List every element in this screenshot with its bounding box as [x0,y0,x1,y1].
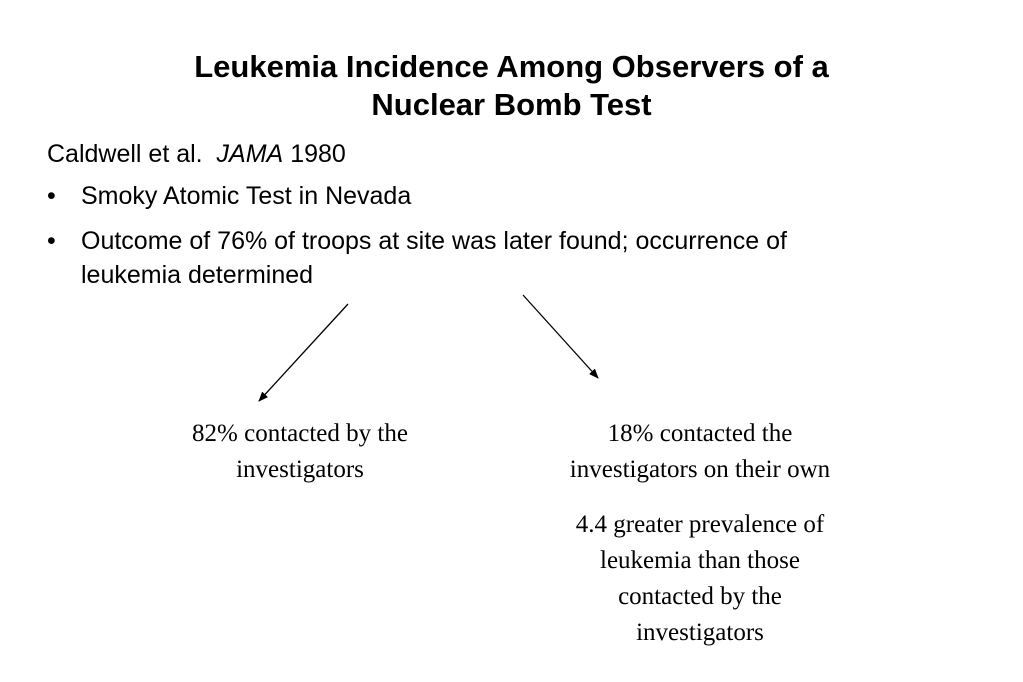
outcome-text-line: 18% contacted the [607,420,793,447]
bullet-marker: • [47,227,56,255]
title-line-1: Leukemia Incidence Among Observers of a [194,49,829,84]
bullet-text-line: Outcome of 76% of troops at site was later found; occurrence of [81,227,787,255]
prevalence-note [545,507,855,651]
outcome-text-line: investigators [236,456,364,483]
note-text-line: 4.4 greater prevalence of [575,511,825,538]
outcome-self-contacted [530,416,870,488]
citation-year: 1980 [290,140,346,168]
bullet-text-line: Smoky Atomic Test in Nevada [81,182,412,210]
note-text-line: contacted by the [618,583,782,610]
outcome-contacted-by-investigators [150,416,450,488]
note-text-line: leukemia than those [600,547,800,574]
title-line-2: Nuclear Bomb Test [371,87,652,122]
outcome-text-line: 82% contacted by the [192,420,408,447]
arrow-to-left-group [259,304,348,401]
note-text-line: investigators [636,619,764,646]
citation-journal: JAMA [216,140,284,168]
arrow-to-right-group [523,295,598,378]
bullet-text-line: leukemia determined [81,261,314,289]
outcome-text-line: investigators on their own [569,456,831,483]
citation-authors: Caldwell et al. [47,140,203,168]
bullet-marker: • [47,182,56,210]
